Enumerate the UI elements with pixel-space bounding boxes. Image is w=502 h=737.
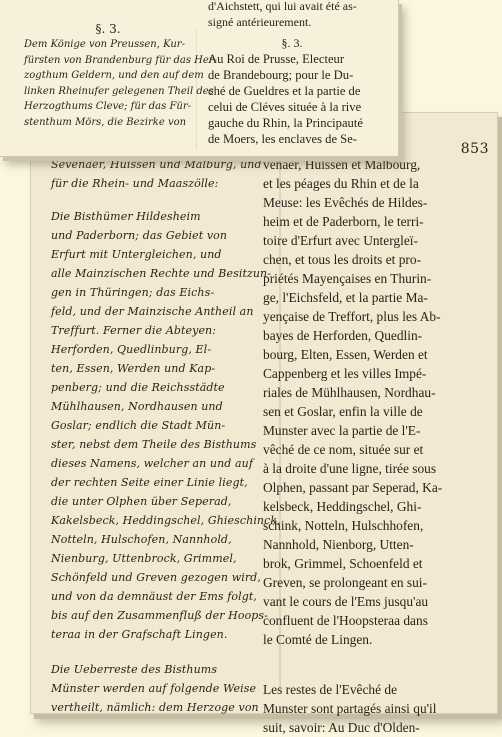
french-block-2 <box>263 680 442 737</box>
french-text-line: kelsbeck, Heddingschel, Ghi- <box>263 499 422 514</box>
german-block-2 <box>51 207 281 644</box>
top-fr-continuation <box>208 0 357 30</box>
french-text-line: chen, et tous les droits et pro- <box>263 252 422 267</box>
german-text-line: ster, nebst dem Theile des Bisthums <box>51 438 257 451</box>
german-text-line: Die Ueberreste des Bisthums <box>51 663 218 676</box>
german-block-1 <box>51 155 281 193</box>
german-text-line: die unter Olphen über Seperad, <box>51 495 232 508</box>
german-text-line: vertheilt, nämlich: dem Herzoge von <box>51 701 259 714</box>
german-text-line: und von da demnäust der Ems folgt, <box>51 590 257 603</box>
top-german-line: stenthum Mörs, die Bezirke von <box>24 116 187 128</box>
top-german-paragraph <box>24 22 217 130</box>
french-text-line: et les péages du Rhin et de la <box>263 176 419 191</box>
section-heading-de: §. 3. <box>95 22 121 36</box>
top-french-line: gauche du Rhin, la Principauté <box>208 116 363 130</box>
french-text-line: bayes de Herforden, Quedlin- <box>263 328 423 343</box>
german-text-line: penberg; und die Reichsstädte <box>51 381 225 394</box>
german-text-line: Sevenaer, Huissen und Malburg, und <box>51 158 262 171</box>
french-text-line: Munster avec la partie de l'E- <box>263 423 421 438</box>
german-text-line: der rechten Seite einer Linie liegt, <box>51 476 248 489</box>
german-column <box>51 155 281 717</box>
top-fr-line: d'Aichstett, qui lui avait été as- <box>208 0 357 13</box>
french-text-line: riales de Mühlhausen, Nordhau- <box>263 385 436 400</box>
french-text-line: Greven, se prolongeant en sui- <box>263 575 427 590</box>
german-text-line: Schönfeld und Greven gezogen wird, <box>51 571 261 584</box>
top-german-line: linken Rheinufer gelegenen Theil des <box>24 85 214 97</box>
german-text-line: Nienburg, Uttenbrock, Grimmel, <box>51 552 237 565</box>
top-page <box>0 0 399 157</box>
german-text-line: gen in Thüringen; das Eichs- <box>51 286 215 299</box>
french-text-line: Meuse: les Evêchés de Hildes- <box>263 195 428 210</box>
french-text-line: à la droite d'une ligne, tirée sous <box>263 461 437 476</box>
french-text-line: Munster sont partagés ainsi qu'il <box>263 701 437 716</box>
french-text-line: le Comté de Lingen. <box>263 632 373 647</box>
french-text-line: suit, savoir: Au Duc d'Olden- <box>263 720 420 735</box>
top-german-line: Dem Könige von Preussen, Kur- <box>24 39 185 50</box>
french-text-line: priétés Mayençaises en Thurin- <box>263 271 432 286</box>
french-text-line: sen et Goslar, enfin la ville de <box>263 404 423 419</box>
french-text-line: vêché de ce nom, située sur et <box>263 442 424 457</box>
french-block-1 <box>263 155 442 649</box>
german-text-line: Die Bisthümer Hildesheim <box>51 210 201 223</box>
french-text-line: vant le cours de l'Ems jusqu'au <box>263 594 429 609</box>
top-german-line: Herzogthums Cleve; für das Für- <box>24 101 191 112</box>
german-text-line: Münster werden auf folgende Weise <box>51 682 257 695</box>
german-text-line: dieses Namens, welcher an und auf <box>51 457 254 470</box>
french-text-line: ge, l'Eichsfeld, et la partie Ma- <box>263 290 428 305</box>
section-heading-fr: §. 3. <box>281 36 303 50</box>
german-text-line: Notteln, Hulschofen, Nannhold, <box>51 533 232 546</box>
main-page <box>30 112 498 735</box>
german-text-line: Treffurt. Ferner die Abteyen: <box>51 324 217 337</box>
german-text-line: Kakelsbeck, Heddingschel, Ghieschinck, <box>51 514 281 527</box>
german-text-line: Mühlhausen, Nordhausen und <box>51 400 223 413</box>
french-text-line: schink, Notteln, Hulschhofen, <box>263 518 424 533</box>
top-french-line: celui de Cléves située à la rive <box>208 100 362 114</box>
german-text-line: Herforden, Quedlinburg, El- <box>51 343 212 356</box>
top-french-line: Au Roi de Prusse, Electeur <box>208 52 345 66</box>
top-german-line: zogthum Geldern, und den auf dem <box>24 70 204 81</box>
top-german-line: fürsten von Brandenburg für das Her- <box>24 54 217 66</box>
top-french-line: de Moers, les enclaves de Se- <box>208 132 357 146</box>
top-french-line: de Brandebourg; pour le Du- <box>208 68 354 82</box>
french-text-line: Cappenberg et les villes Impé- <box>263 366 427 381</box>
french-text-line: Les restes de l'Evêché de <box>263 682 398 697</box>
french-text-line: toire d'Erfurt avec Untergleï- <box>263 233 418 248</box>
top-french-paragraph <box>208 36 376 147</box>
french-text-line: bourg, Elten, Essen, Werden et <box>263 347 428 362</box>
page-number: 853 <box>460 141 489 157</box>
french-text-line: Olphen, passant par Seperad, Ka- <box>263 480 443 495</box>
german-text-line: für die Rhein- und Maaszölle: <box>51 177 219 190</box>
german-text-line: ten, Essen, Werden und Kap- <box>51 362 216 375</box>
french-text-line: heim et de Paderborn, le terri- <box>263 214 424 229</box>
german-text-line: Erfurt mit Untergleichen, und <box>51 248 222 261</box>
french-text-line: brok, Grimmel, Schoenfeld et <box>263 556 423 571</box>
top-fr-line: signé antérieurement. <box>208 15 312 29</box>
top-french-line: ché de Gueldres et la partie de <box>208 84 361 98</box>
german-text-line: teraa in der Grafschaft Lingen. <box>51 628 228 641</box>
french-text-line: confluent de l'Hoopsteraa dans <box>263 613 428 628</box>
french-text-line: venaer, Huissen et Malbourg, <box>263 157 421 172</box>
german-text-line: Goslar; endlich die Stadt Mün- <box>51 419 226 432</box>
german-text-line: bis auf den Zusammenfluß der Hoops- <box>51 609 268 622</box>
french-column <box>263 155 442 737</box>
french-text-line: yençaise de Treffort, plus les Ab- <box>263 309 441 324</box>
german-block-3 <box>51 660 281 717</box>
french-text-line: Nannhold, Nienborg, Utten- <box>263 537 414 552</box>
german-text-line: alle Mainzischen Rechte und Besitzun- <box>51 267 272 280</box>
german-text-line: und Paderborn; das Gebiet von <box>51 229 228 242</box>
german-text-line: feld, und der Mainzische Antheil an <box>51 305 254 318</box>
